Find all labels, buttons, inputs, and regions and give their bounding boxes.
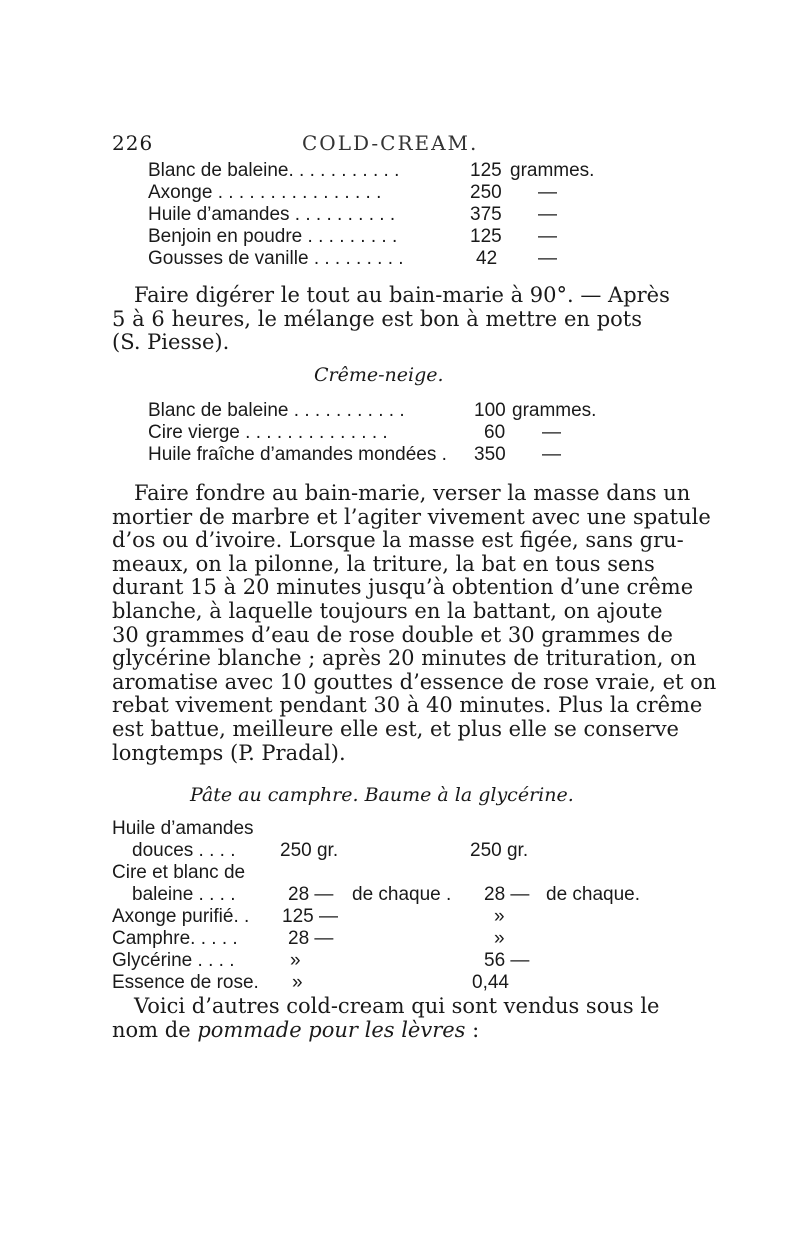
ingredient-unit: grammes.	[510, 160, 595, 181]
ingredient-name: Cire vierge . . . . . . . . . . . . . .	[148, 422, 388, 443]
text-line: longtemps (P. Pradal).	[112, 740, 346, 765]
recipe1-ingredients-table	[148, 160, 648, 270]
text-line: Faire fondre au bain-marie, verser la masse dans un	[134, 481, 691, 505]
text-segment: nom de	[112, 1017, 198, 1042]
balm-quantity: »	[494, 928, 505, 949]
recipe2-instructions	[112, 481, 717, 765]
italic-text: pommade pour les lèvres	[197, 1017, 466, 1042]
ingredient-row	[148, 422, 648, 444]
text-line: glycérine blanche ; après 20 minutes de trituration, on	[112, 646, 697, 671]
paste-quantity: »	[290, 950, 301, 971]
balm-quantity: 28 —	[484, 884, 530, 905]
table-row	[112, 972, 652, 994]
text-line: d’os ou d’ivoire. Lorsque la masse est figée, sans gru-	[112, 528, 684, 553]
ingredient-quantity: 375	[470, 204, 502, 225]
ingredient-row	[148, 160, 648, 182]
page-header	[112, 131, 652, 159]
ingredient-row	[148, 400, 648, 422]
ingredient-name: Cire et blanc de	[112, 862, 246, 883]
balm-quantity: 56 —	[484, 950, 530, 971]
balm-note: de chaque.	[546, 884, 641, 905]
ingredient-row	[148, 182, 648, 204]
closing-paragraph	[112, 994, 660, 1042]
ingredient-unit: —	[542, 444, 561, 465]
recipe1-instructions	[112, 283, 670, 355]
ingredient-name: baleine . . . .	[132, 884, 236, 905]
recipe3-title: Pâte au camphre. Baume à la glycérine.	[190, 784, 574, 806]
ingredient-quantity: 60	[484, 422, 506, 443]
ingredient-unit: grammes.	[512, 400, 597, 421]
paste-quantity: 125 —	[282, 906, 338, 927]
text-line: mortier de marbre et l’agiter vivement avec une spatule	[112, 504, 711, 529]
ingredient-row	[148, 204, 648, 226]
text-line: Voici d’autres cold-cream qui sont vendus sous le	[134, 994, 660, 1018]
ingredient-name: Blanc de baleine . . . . . . . . . . .	[148, 400, 405, 421]
paste-note: de chaque .	[352, 884, 452, 905]
ingredient-quantity: 125	[470, 160, 502, 181]
table-row	[112, 884, 652, 906]
paste-quantity: 28 —	[288, 928, 334, 949]
ingredient-row	[148, 248, 648, 270]
ingredient-name: Huile fraîche d’amandes mondées .	[148, 444, 447, 465]
ingredient-quantity: 250	[470, 182, 502, 203]
text-line: 5 à 6 heures, le mélange est bon à mettre en pots	[112, 306, 642, 331]
ingredient-unit: —	[538, 182, 557, 203]
balm-quantity: 250 gr.	[470, 840, 529, 861]
text-line: est battue, meilleure elle est, et plus elle se conserve	[112, 716, 679, 741]
ingredient-unit: —	[538, 248, 557, 269]
table-row	[112, 906, 652, 928]
ingredient-name: Axonge purifié. .	[112, 906, 250, 927]
ingredient-unit: —	[538, 226, 557, 247]
ingredient-name: Huile d’amandes	[112, 818, 254, 839]
ingredient-unit: —	[538, 204, 557, 225]
text-line	[112, 1019, 642, 1043]
ingredient-row	[148, 226, 648, 248]
ingredient-unit: —	[542, 422, 561, 443]
ingredient-name: Blanc de baleine. . . . . . . . . . .	[148, 160, 400, 181]
text-line: Faire digérer le tout au bain-marie à 90°. — Après	[134, 283, 670, 307]
ingredient-row	[148, 444, 648, 466]
ingredient-name: Gousses de vanille . . . . . . . . .	[148, 248, 404, 269]
ingredient-quantity: 125	[470, 226, 502, 247]
text-line: (S. Piesse).	[112, 330, 230, 355]
text-segment: :	[465, 1017, 480, 1042]
paste-quantity: 28 —	[288, 884, 334, 905]
table-row	[112, 818, 652, 840]
paste-quantity: 250 gr.	[280, 840, 339, 861]
text-line: 30 grammes d’eau de rose double et 30 grammes de	[112, 622, 673, 647]
ingredient-quantity: 42	[476, 248, 498, 269]
ingredient-name: Benjoin en poudre . . . . . . . . .	[148, 226, 398, 247]
table-row	[112, 862, 652, 884]
table-row	[112, 950, 652, 972]
ingredient-name: Glycérine . . . .	[112, 950, 235, 971]
balm-quantity: 0,44	[472, 972, 509, 993]
table-row	[112, 840, 652, 862]
table-row	[112, 928, 652, 950]
ingredient-name: Huile d’amandes . . . . . . . . . .	[148, 204, 396, 225]
page-number: 226	[112, 131, 154, 155]
ingredient-name: douces . . . .	[132, 840, 236, 861]
recipe2-title: Crême-neige.	[314, 364, 444, 386]
text-line: aromatise avec 10 gouttes d’essence de rose vraie, et on	[112, 669, 717, 694]
ingredient-name: Camphre. . . . .	[112, 928, 238, 949]
ingredient-name: Essence de rose.	[112, 972, 259, 993]
running-title: COLD-CREAM.	[302, 131, 479, 155]
balm-quantity: »	[494, 906, 505, 927]
text-line: durant 15 à 20 minutes jusqu’à obtention d’une crême	[112, 575, 694, 600]
text-line: meaux, on la pilonne, la triture, la bat en tous sens	[112, 551, 655, 576]
ingredient-quantity: 350	[474, 444, 506, 465]
recipe2-ingredients-table	[148, 400, 648, 466]
ingredient-name: Axonge . . . . . . . . . . . . . . . .	[148, 182, 382, 203]
paste-quantity: »	[292, 972, 303, 993]
text-line: blanche, à laquelle toujours en la battant, on ajoute	[112, 598, 663, 623]
text-line: rebat vivement pendant 30 à 40 minutes. Plus la crême	[112, 693, 703, 718]
ingredient-quantity: 100	[474, 400, 506, 421]
